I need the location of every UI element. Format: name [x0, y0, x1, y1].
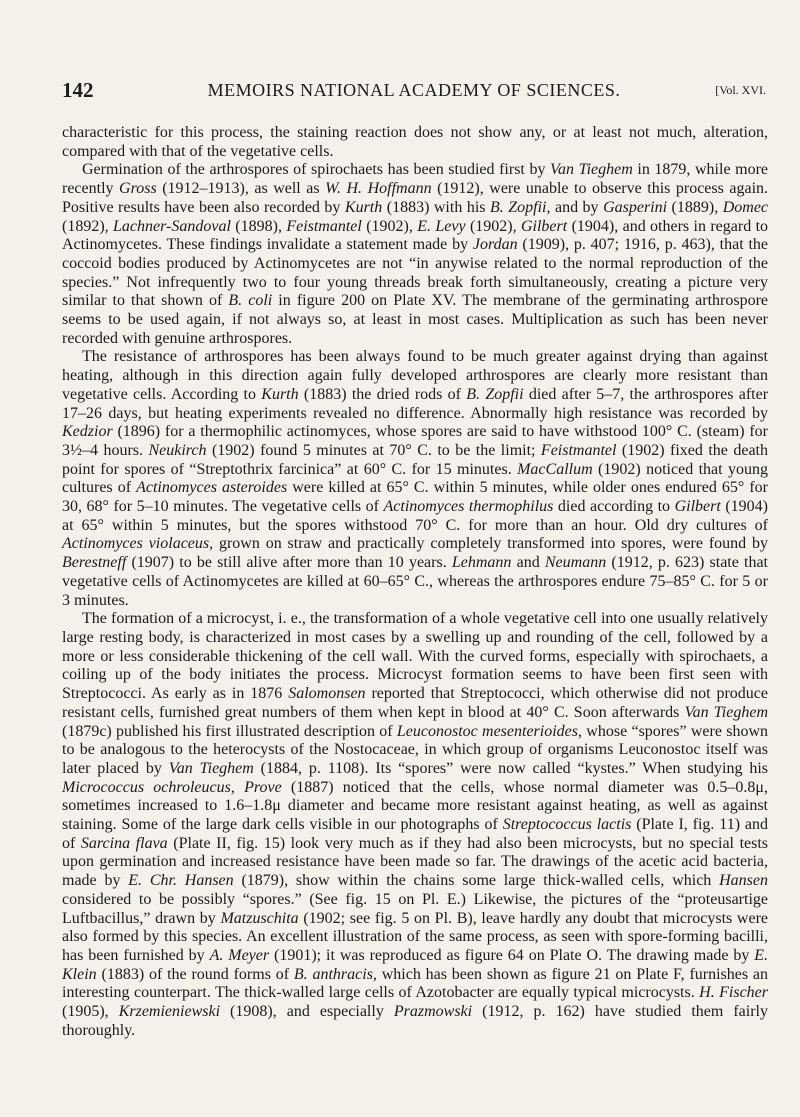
italic-text: Prove — [244, 778, 282, 796]
italic-text: Lachner-Sandoval — [113, 217, 231, 235]
italic-text: Hansen — [719, 872, 768, 890]
italic-text: B. Zopfii — [466, 385, 524, 403]
text-run: (1883) the dried rods of — [298, 385, 467, 403]
text-run: (1889), — [667, 198, 723, 216]
paragraph — [62, 161, 768, 348]
italic-text: A. Meyer — [209, 946, 270, 964]
text-run: (1883) of the round forms of — [96, 965, 294, 983]
italic-text: Van Tieghem — [168, 759, 254, 777]
text-run: (1905), — [62, 1003, 119, 1021]
italic-text: B. coli — [228, 292, 273, 310]
paragraph — [62, 348, 768, 610]
text-run: died according to — [553, 498, 675, 516]
italic-text: Streptococcus lactis — [502, 816, 632, 834]
italic-text: Kurth — [344, 198, 383, 216]
text-run: died after 5–7, the arthrospores after 17–26 days, but heating experiments revealed no difference. Abnormally high resistance was recorded by — [62, 385, 769, 422]
text-run: (1884, p. 1108). Its “spores” were now called “kystes.” When studying his — [253, 759, 769, 777]
text-run: (1902), — [465, 217, 521, 235]
page-number: 142 — [62, 78, 94, 102]
italic-text: Berestneff — [62, 554, 127, 572]
page-header — [62, 78, 766, 108]
text-run: (1904), and others in regard to Actinomycetes. These findings invalidate a statement made by — [62, 217, 769, 254]
text-run: (1896) for a thermophilic actinomyces, whose spores are said to have withstood 100° C. (steam) for 3½–4 hours. — [62, 423, 768, 459]
text-run — [235, 779, 244, 796]
italic-text: Kurth — [261, 385, 299, 403]
italic-text: Gilbert — [674, 498, 721, 516]
text-run: in 1879, while more recently — [62, 161, 768, 198]
italic-text: E. Levy — [417, 217, 466, 235]
italic-text: Feistmantel — [540, 441, 617, 459]
text-run: (1902) fixed the death point for spores of “Streptothrix farcinica” at 60° C. for 15 minutes. — [62, 441, 768, 478]
text-run: which has been shown as figure 21 on Plate F, furnishes an interesting counterpart. The thick-walled large cells of Azotobacter are equally typical microcysts. — [62, 965, 769, 1002]
text-run: The resistance of arthrospores has been always found to be much greater against drying than against heating, although in this direction again fully developed arthrospores are clearly more resistant than vegetative cells. According to — [62, 348, 768, 403]
italic-text: Domec — [722, 198, 769, 216]
italic-text: Gasperini — [603, 198, 668, 216]
italic-text: E. Klein — [62, 946, 769, 983]
italic-text: Salomonsen — [288, 685, 366, 703]
running-title: MEMOIRS NATIONAL ACADEMY OF SCIENCES. — [207, 80, 621, 100]
italic-text: Gross — [119, 180, 157, 198]
text-run: (1912–1913), as well as — [156, 180, 326, 198]
text-run: (1887) noticed that the cells, whose normal diameter was 0.5–0.8μ, sometimes increased to 1.6–1.8μ diameter and became more resistant against heating, as well as against staining. Some of the large dark cells visible in our photographs of — [62, 778, 768, 834]
text-run: (1907) to be still alive after more than 10 years. — [126, 554, 452, 572]
text-run: characteristic for this process, the staining reaction does not show any, or at least not much, alteration, compared with that of the vegetative cells. — [62, 124, 768, 160]
volume-label: [Vol. XVI. — [715, 83, 766, 97]
italic-text: Micrococcus ochroleucus, — [62, 778, 235, 796]
italic-text: Actinomyces asteroides — [136, 479, 288, 497]
text-run: were killed at 65° C. within 5 minutes, while older ones endured 65° for 30, 68° for 5–10 minutes. The vegetative cells of — [62, 479, 769, 516]
text-run: (1879c) published his first illustrated description of — [62, 722, 397, 740]
italic-text: Matzuschita — [220, 909, 299, 927]
text-run: reported that Streptococci, which otherwise did not produce resistant cells, furnished great numbers of them when kept in blood at 40° C. Soon afterwards — [62, 685, 768, 721]
italic-text: Van Tieghem — [684, 703, 768, 721]
text-run: (1909), p. 407; 1916, p. 463), that the coccoid bodies produced by Actinomycetes are not “in anywise related to the normal reproduction of the species.” Not infrequently two to four young threads break forth simultaneously, creating a picture very similar to that shown of — [62, 236, 768, 310]
italic-text: Leuconostoc mesenterioides, — [396, 722, 582, 740]
text-run: grown on straw and practically completely transformed into spores, were found by — [213, 535, 768, 553]
text-run: (1902) noticed that young cultures of — [62, 460, 768, 497]
italic-text: Neumann — [544, 554, 607, 572]
text-run: (1883) with his — [382, 198, 490, 216]
italic-text: Krzemieniewski — [118, 1003, 221, 1021]
text-run: (1892), — [62, 217, 114, 235]
body-text — [62, 124, 768, 1040]
text-run: Germination of the arthrospores of spirochaets has been studied first by — [82, 161, 551, 179]
italic-text: H. Fischer — [699, 984, 768, 1002]
text-run: (1908), and especially — [220, 1003, 394, 1021]
italic-text: E. Chr. Hansen — [128, 872, 234, 890]
text-run: whose “spores” were shown to be analogous to the heterocysts of the Nostocaceae, in which group of organisms Leuconostoc itself was later placed by — [62, 722, 768, 777]
text-run: (1901); it was reproduced as figure 64 on Plate O. The drawing made by — [269, 946, 755, 964]
italic-text: Feistmantel — [286, 217, 362, 235]
text-run: considered to be possibly “spores.” (See fig. 15 on Pl. E.) Likewise, the pictures of the “proteusartige Luftbacillus,” drawn by — [62, 890, 768, 927]
italic-text: Actinomyces thermophilus — [383, 498, 554, 516]
italic-text: MacCallum — [517, 460, 593, 478]
text-run: (1879), show within the chains some large thick-walled cells, which — [233, 872, 720, 890]
text-run: (1912, p. 623) state that vegetative cells of Actinomycetes are killed at 60–65° C., whereas the arthrospores endure 75–85° C. for 5 or 3 minutes. — [62, 554, 768, 609]
text-run: (1904) at 65° within 5 minutes, but the spores withstood 70° C. for more than an hour. Old dry cultures of — [62, 498, 769, 534]
italic-text: Kedzior — [62, 423, 113, 441]
text-run: (1912, p. 162) have studied them fairly thoroughly. — [62, 1003, 769, 1039]
italic-text: Gilbert — [520, 217, 568, 235]
italic-text: Neukirch — [148, 441, 207, 459]
italic-text: Van Tieghem — [550, 161, 633, 179]
text-run: and — [511, 554, 545, 572]
italic-text: Lehmann — [451, 554, 512, 572]
italic-text: Sarcina flava — [80, 834, 168, 852]
paragraph — [62, 610, 768, 1040]
text-run: (1898), — [230, 217, 287, 235]
text-run: (1902) found 5 minutes at 70° C. to be the limit; — [206, 441, 541, 459]
italic-text: Actinomyces violaceus, — [62, 535, 214, 553]
italic-text: B. Zopfii, — [489, 198, 551, 216]
text-run: (Plate I, fig. 11) and of — [62, 816, 768, 852]
paragraph — [62, 124, 768, 161]
text-run: The formation of a microcyst, i. e., the transformation of a whole vegetative cell into one usually relatively large resting body, is characterized in most cases by a swelling up and rounding of the cell, followed by a more or less considerable thickening of the cell wall. With the curved forms, especially with spirochaets, a coiling up of the body initiates the process. Microcyst formation seems to have been first seen with Streptococci. As early as in 1876 — [62, 610, 768, 703]
italic-text: Jordan — [472, 236, 518, 254]
italic-text: W. H. Hoffmann — [325, 180, 432, 198]
text-run: (1912), were unable to observe this process again. Positive results have been also recorded by — [62, 180, 769, 216]
text-run: in figure 200 on Plate XV. The membrane of the germinating arthrospore seems to be used again, if not always so, at least in most cases. Multiplication as such has been never recorded with genuine arthrospores. — [62, 292, 768, 347]
text-run: (1902), — [361, 217, 418, 235]
text-run: (1902; see fig. 5 on Pl. B), leave hardly any doubt that microcysts were also formed by this species. An excellent illustration of the same process, as seen with spore-forming bacilli, has been furnished by — [62, 909, 769, 964]
italic-text: B. anthracis, — [293, 965, 377, 983]
text-run: and by — [550, 198, 604, 216]
text-run: (Plate II, fig. 15) look very much as if they had also been microcysts, but no special tests upon germination and increased resistance have been made so far. The drawings of the acetic acid bacteria, made by — [62, 834, 769, 890]
italic-text: Prazmowski — [393, 1003, 473, 1021]
